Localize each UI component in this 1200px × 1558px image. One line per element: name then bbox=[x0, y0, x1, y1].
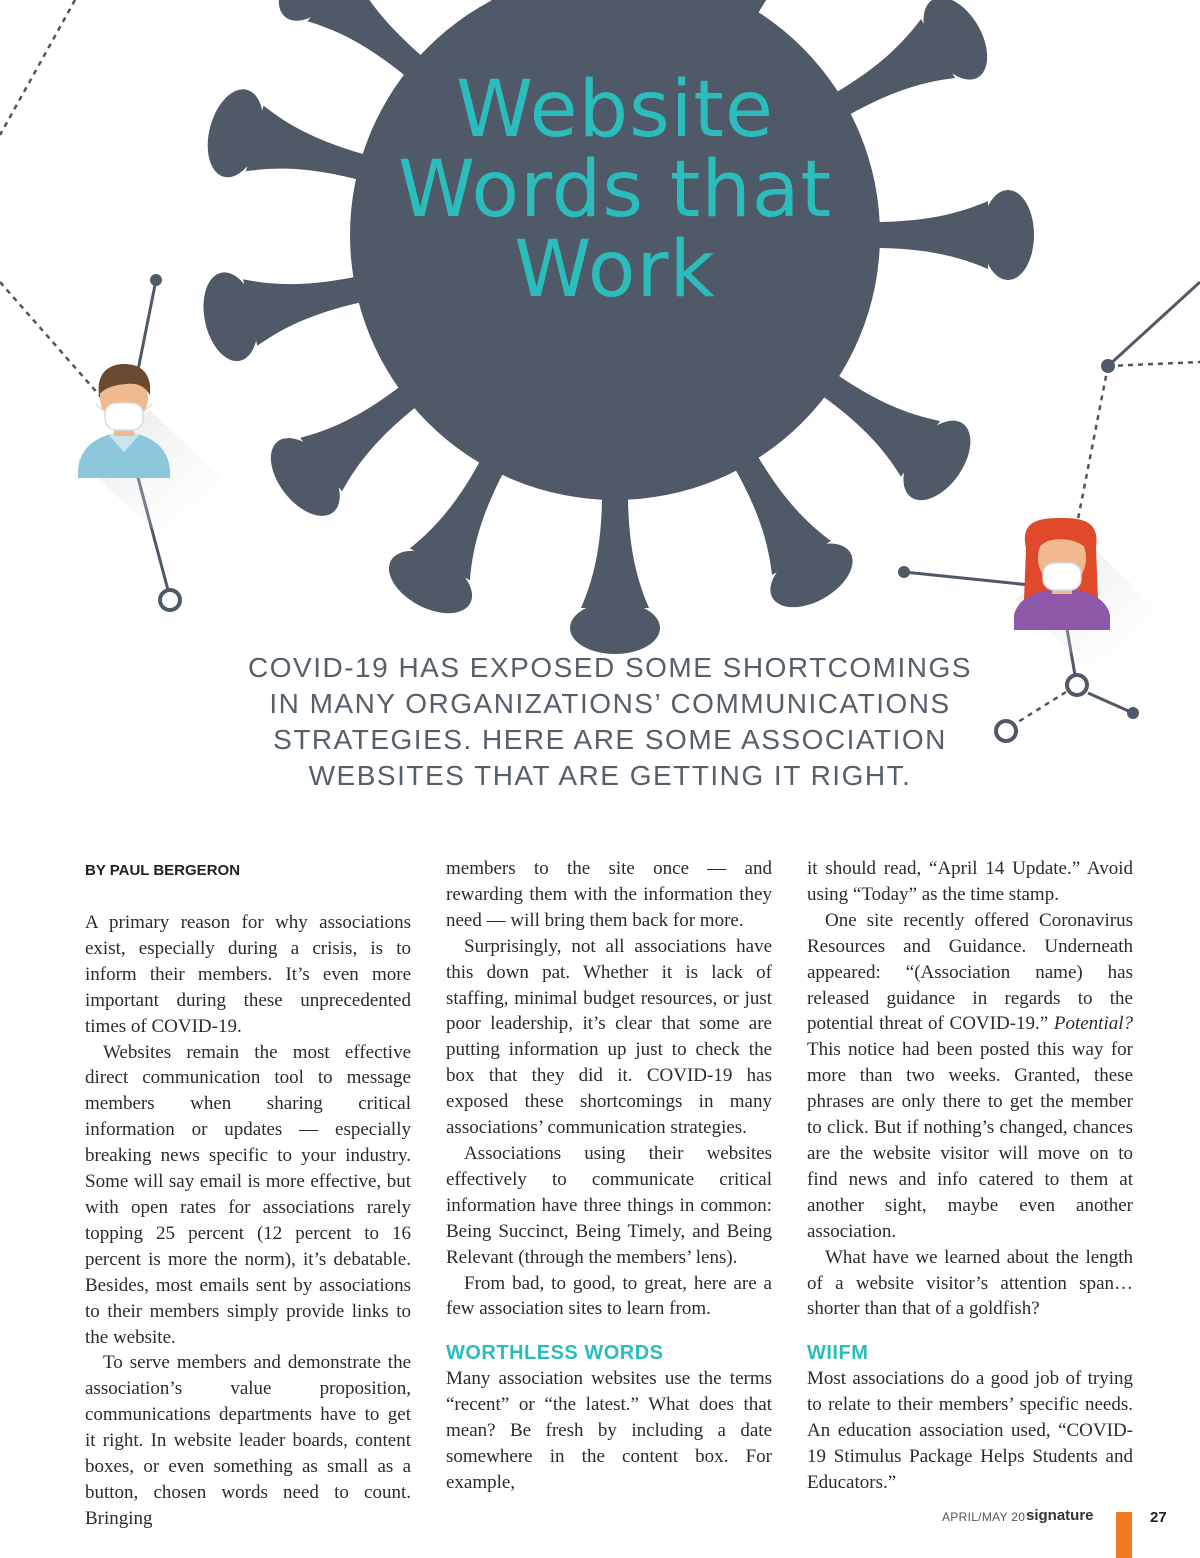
paragraph-text: One site recently offered Coronavirus Resources and Guidance. Underneath appeared: “(Association name) has released guidance in regards to the potential threat of COVID-19.” bbox=[807, 909, 1133, 1035]
title-line: Work bbox=[514, 225, 716, 315]
body-paragraph: Surprisingly, not all associations have this down pat. Whether it is lack of staffing, minimal budget resources, or just poor leadership, it’s clear that some are putting information up just to check the box that they did it. COVID-19 has exposed these shortcomings in many associations’ communication strategies. bbox=[446, 935, 772, 1139]
paragraph-text: This notice had been posted this way for more than two weeks. Granted, these phrases are only there to get the member to click. But if nothing’s changed, chances are the website visitor will move on to find news and info catered to them at another sight, maybe even another association. bbox=[807, 1039, 1133, 1242]
body-paragraph: Associations using their websites effectively to communicate critical information have three things in common: Being Succinct, Being Timely, and Being Relevant (through the members’ lens). bbox=[446, 1142, 772, 1268]
body-paragraph: From bad, to good, to great, here are a few association sites to learn from. bbox=[446, 1272, 772, 1320]
deck-line: STRATEGIES. HERE ARE SOME ASSOCIATION bbox=[273, 724, 947, 755]
deck-line: WEBSITES THAT ARE GETTING IT RIGHT. bbox=[308, 760, 912, 791]
section-heading-wiifm: WIIFM bbox=[807, 1342, 869, 1365]
byline: BY PAUL BERGERON bbox=[85, 862, 241, 879]
deck-line: COVID-19 HAS EXPOSED SOME SHORTCOMINGS bbox=[248, 652, 972, 683]
title-line: Website bbox=[456, 65, 774, 155]
footer-issue-date: APRIL/MAY 20 bbox=[942, 1510, 1026, 1524]
emphasis-text: Potential? bbox=[1053, 1013, 1134, 1035]
footer-accent-bar bbox=[1116, 1512, 1132, 1558]
masked-woman-icon bbox=[1014, 518, 1170, 680]
body-paragraph: What have we learned about the length of a website visitor’s attention span… shorter than that of a goldfish? bbox=[807, 1246, 1133, 1320]
body-paragraph: A primary reason for why associations exist, especially during a crisis, is to inform their members. It’s even more important during these unprecedented times of COVID-19. bbox=[85, 912, 411, 1037]
title-line: Words that bbox=[397, 145, 833, 235]
body-paragraph: Many association websites use the terms “recent” or “the latest.” What does that mean? Be fresh by including a date somewhere in the content box. For example, bbox=[446, 1368, 772, 1493]
body-paragraph: members to the site once — and rewarding them with the information they need — will bring them back for more. bbox=[446, 858, 772, 931]
body-paragraph: it should read, “April 14 Update.” Avoid using “Today” as the time stamp. bbox=[807, 858, 1133, 905]
page-number: 27 bbox=[1150, 1509, 1167, 1526]
article-title bbox=[300, 65, 930, 315]
body-paragraph bbox=[807, 908, 1133, 1245]
text-column-1 bbox=[85, 856, 411, 1532]
footer-magazine-name: signature bbox=[1026, 1507, 1094, 1524]
article-deck bbox=[240, 650, 980, 794]
body-paragraph: Most associations do a good job of trying to relate to their members’ specific needs. An education association used, “COVID-19 Stimulus Package Helps Students and Educators.” bbox=[807, 1368, 1133, 1493]
text-column-2 bbox=[446, 856, 772, 1496]
deck-line: IN MANY ORGANIZATIONS’ COMMUNICATIONS bbox=[269, 688, 951, 719]
text-column-3 bbox=[807, 856, 1133, 1496]
body-paragraph: Websites remain the most effective direct communication tool to message members when sharing critical information or updates — especially breaking news specific to your industry. Some will say email is more effective, but with open rates for associations rarely topping 25 percent (12 percent to 16 percent is more the norm), it’s debatable. Besides, most emails sent by associations to their members simply provide links to the website. bbox=[85, 1041, 411, 1348]
masked-man-icon bbox=[78, 364, 240, 545]
section-heading-worthless-words: WORTHLESS WORDS bbox=[446, 1342, 664, 1365]
body-paragraph: To serve members and demonstrate the association’s value proposition, communications departments have to get it right. In website leader boards, content boxes, or even something as small as a button, chosen words need to count. Bringing bbox=[85, 1352, 411, 1529]
